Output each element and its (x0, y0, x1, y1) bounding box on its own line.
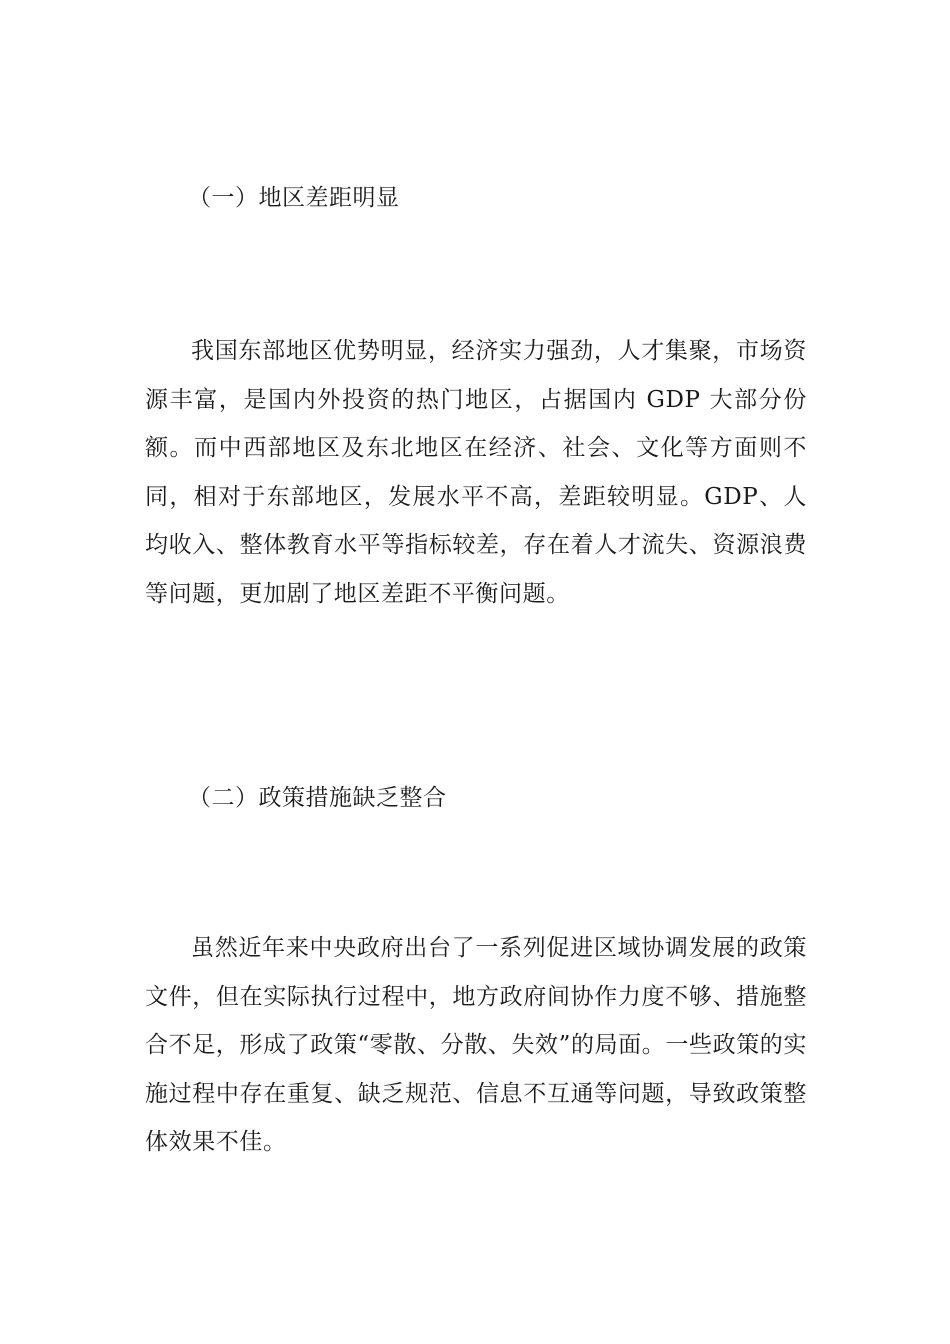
section-paragraph-2: 虽然近年来中央政府出台了一系列促进区域协调发展的政策文件，但在实际执行过程中，地方政府间协作力度不够、措施整合不足，形成了政策“零散、分散、失效”的局面。一些政策的实施过程中存在重复、缺乏规范、信息不互通等问题，导致政策整体效果不佳。 (145, 935, 807, 1156)
section-paragraph-1: 我国东部地区优势明显，经济实力强劲，人才集聚，市场资源丰富，是国内外投资的热门地区，占据国内 GDP 大部分份额。而中西部地区及东北地区在经济、社会、文化等方面则不同，相对于东部地区，发展水平不高，差距较明显。GDP、人均收入、整体教育水平等指标较差，存在着人才流失、资源浪费等问题，更加剧了地区差距不平衡问题。 (145, 338, 807, 607)
section-heading-2: （二）政策措施缺乏整合 (188, 785, 447, 811)
section-heading-1: （一）地区差距明显 (188, 185, 400, 211)
